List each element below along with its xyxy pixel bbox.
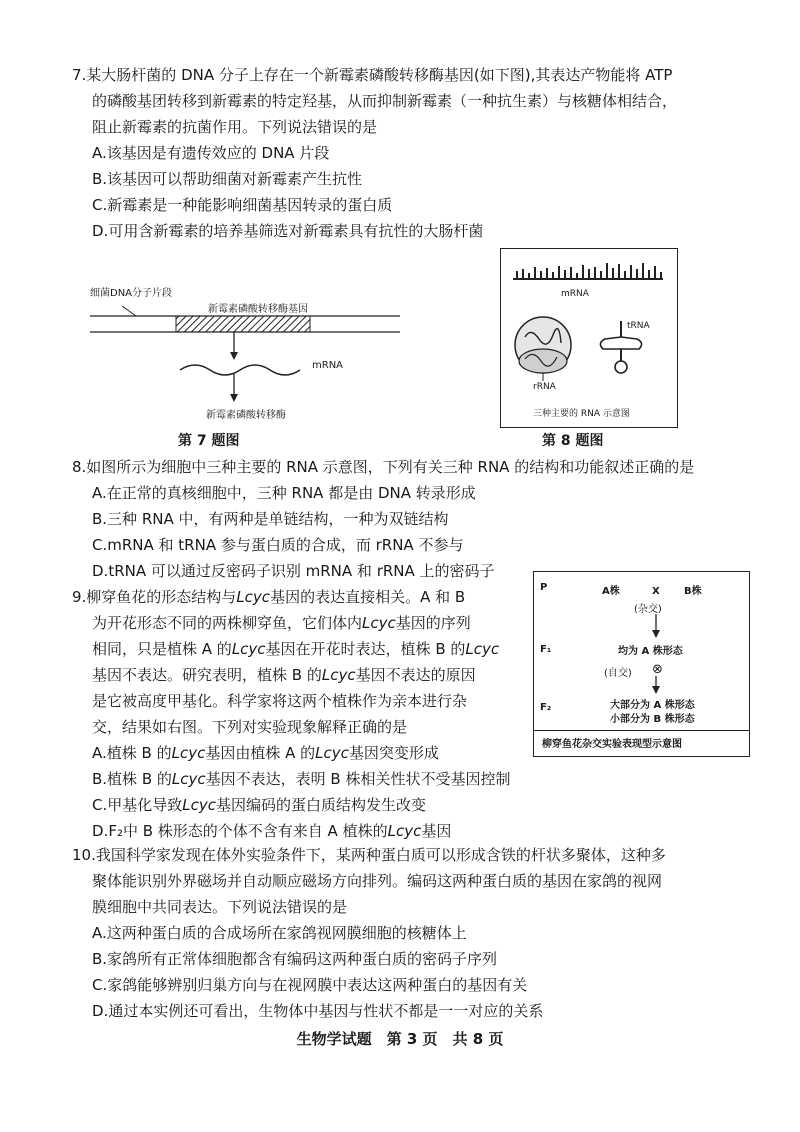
fig9-x: X bbox=[652, 586, 660, 597]
q7-stem-line-3: 阻止新霉素的抗菌作用。下列说法错误的是 bbox=[92, 118, 378, 136]
q10-stem-line-1: 10.我国科学家发现在体外实验条件下，某两种蛋白质可以形成含铁的杆状多聚体，这种多 bbox=[72, 846, 666, 864]
fig7-gene-label: 新霉素磷酸转移酶基因 bbox=[208, 304, 308, 315]
fig8-diagram bbox=[501, 249, 677, 427]
q7-option-b: B.该基因可以帮助细菌对新霉素产生抗性 bbox=[92, 170, 363, 188]
fig9-arrowhead-2 bbox=[652, 686, 660, 694]
q9-option-a: A.植株 B 的Lcyc基因由植株 A 的Lcyc基因突变形成 bbox=[92, 744, 439, 762]
page-footer: 生物学试题 第 3 页 共 8 页 bbox=[296, 1030, 504, 1048]
q9-option-d: D.F₂中 B 株形态的个体不含有来自 A 植株的Lcyc基因 bbox=[92, 822, 452, 840]
fig7-pointer-line bbox=[122, 306, 136, 316]
q9-stem-line-5: 是它被高度甲基化。科学家将这两个植株作为亲本进行杂 bbox=[92, 692, 468, 710]
fig8-trna-right-arm bbox=[621, 337, 642, 349]
fig8-caption: 第 8 题图 bbox=[542, 433, 604, 449]
fig8-ribosome-small bbox=[519, 349, 567, 373]
fig9-f1: F₁ bbox=[540, 644, 552, 655]
q7-option-a: A.该基因是有遗传效应的 DNA 片段 bbox=[92, 144, 330, 162]
fig7-dna-label: 细菌DNA分子片段 bbox=[90, 288, 173, 299]
q7-option-d: D.可用含新霉素的培养基筛选对新霉素具有抗性的大肠杆菌 bbox=[92, 222, 484, 240]
q9-stem-line-3: 相同，只是植株 A 的Lcyc基因在开花时表达，植株 B 的Lcyc bbox=[92, 640, 500, 658]
q7-stem-line-2: 的磷酸基团转移到新霉素的特定羟基，从而抑制新霉素（一种抗生素）与核糖体相结合， bbox=[92, 92, 678, 110]
fig7-enzyme-label: 新霉素磷酸转移酶 bbox=[206, 410, 286, 421]
fig9-cross: (杂交) bbox=[634, 604, 662, 615]
q10-stem-line-2: 聚体能识别外界磁场并自动顺应磁场方向排列。编码这两种蛋白质的基因在家鸽的视网 bbox=[92, 872, 663, 890]
fig9-f2: F₂ bbox=[540, 702, 552, 713]
fig9-selfing-symbol: ⊗ bbox=[652, 662, 663, 677]
q9-stem-line-6: 交，结果如右图。下列对实验现象解释正确的是 bbox=[92, 718, 408, 736]
q9-option-c: C.甲基化导致Lcyc基因编码的蛋白质结构发生改变 bbox=[92, 796, 426, 814]
q8-option-a: A.在正常的真核细胞中，三种 RNA 都是由 DNA 转录形成 bbox=[92, 484, 476, 502]
q9-option-b: B.植株 B 的Lcyc基因不表达，表明 B 株相关性状不受基因控制 bbox=[92, 770, 511, 788]
fig9-self: (自交) bbox=[604, 668, 632, 679]
figure-9 bbox=[533, 571, 750, 757]
q8-stem: 8.如图所示为细胞中三种主要的 RNA 示意图，下列有关三种 RNA 的结构和功能叙述正确的是 bbox=[72, 458, 695, 476]
fig9-f2-line-2: 小部分为 B 株形态 bbox=[610, 714, 695, 725]
fig8-mrna-bases bbox=[517, 263, 661, 279]
q9-stem-line-4: 基因不表达。研究表明，植株 B 的Lcyc基因不表达的原因 bbox=[92, 666, 476, 684]
fig8-trna-anticodon-loop bbox=[615, 361, 627, 373]
figure-8 bbox=[500, 248, 678, 428]
fig8-mrna-label: mRNA bbox=[561, 289, 589, 299]
q7-stem-line-1: 7.某大肠杆菌的 DNA 分子上存在一个新霉素磷酸转移酶基因(如下图),其表达产物能将 ATP bbox=[72, 66, 673, 84]
q7-option-c: C.新霉素是一种能影响细菌基因转录的蛋白质 bbox=[92, 196, 393, 214]
q10-option-a: A.这两种蛋白质的合成场所在家鸽视网膜细胞的核糖体上 bbox=[92, 924, 467, 942]
fig9-f1-text: 均为 A 株形态 bbox=[618, 646, 683, 657]
q10-option-b: B.家鸽所有正常体细胞都含有编码这两种蛋白质的密码子序列 bbox=[92, 950, 498, 968]
fig8-trna-left-arm bbox=[600, 337, 621, 349]
fig7-gene-box bbox=[176, 316, 310, 332]
q8-option-d: D.tRNA 可以通过反密码子识别 mRNA 和 rRNA 上的密码子 bbox=[92, 562, 495, 580]
q10-stem-line-3: 膜细胞中共同表达。下列说法错误的是 bbox=[92, 898, 348, 916]
q10-option-c: C.家鸽能够辨别归巢方向与在视网膜中表达这两种蛋白的基因有关 bbox=[92, 976, 528, 994]
q9-stem-line-1: 9.柳穿鱼花的形态结构与Lcyc基因的表达直接相关。A 和 B bbox=[72, 588, 466, 606]
fig9-arrows bbox=[534, 572, 749, 732]
fig7-arrowhead-2 bbox=[230, 394, 238, 402]
q8-option-b: B.三种 RNA 中，有两种是单链结构，一种为双链结构 bbox=[92, 510, 449, 528]
fig9-a-plant: A株 bbox=[602, 586, 620, 597]
q9-stem-line-2: 为开花形态不同的两株柳穿鱼，它们体内Lcyc基因的序列 bbox=[92, 614, 471, 632]
fig8-rrna-label: rRNA bbox=[533, 382, 556, 392]
q8-option-c: C.mRNA 和 tRNA 参与蛋白质的合成，而 rRNA 不参与 bbox=[92, 536, 464, 554]
fig7-mrna-wave bbox=[180, 365, 300, 375]
fig7-mrna-label: mRNA bbox=[312, 360, 344, 371]
fig9-f2-line-1: 大部分为 A 株形态 bbox=[610, 700, 695, 711]
fig9-caption: 柳穿鱼花杂交实验表现型示意图 bbox=[542, 739, 682, 750]
fig8-inner-caption: 三种主要的 RNA 示意图 bbox=[533, 409, 630, 419]
fig9-arrowhead-1 bbox=[652, 630, 660, 638]
fig9-b-plant: B株 bbox=[684, 586, 702, 597]
fig7-arrowhead-1 bbox=[230, 352, 238, 360]
fig7-caption: 第 7 题图 bbox=[178, 433, 240, 449]
q10-option-d: D.通过本实例还可看出，生物体中基因与性状不都是一一对应的关系 bbox=[92, 1002, 544, 1020]
fig9-p: P bbox=[540, 582, 548, 593]
fig8-trna-label: tRNA bbox=[627, 321, 650, 331]
figure-7 bbox=[80, 280, 410, 430]
